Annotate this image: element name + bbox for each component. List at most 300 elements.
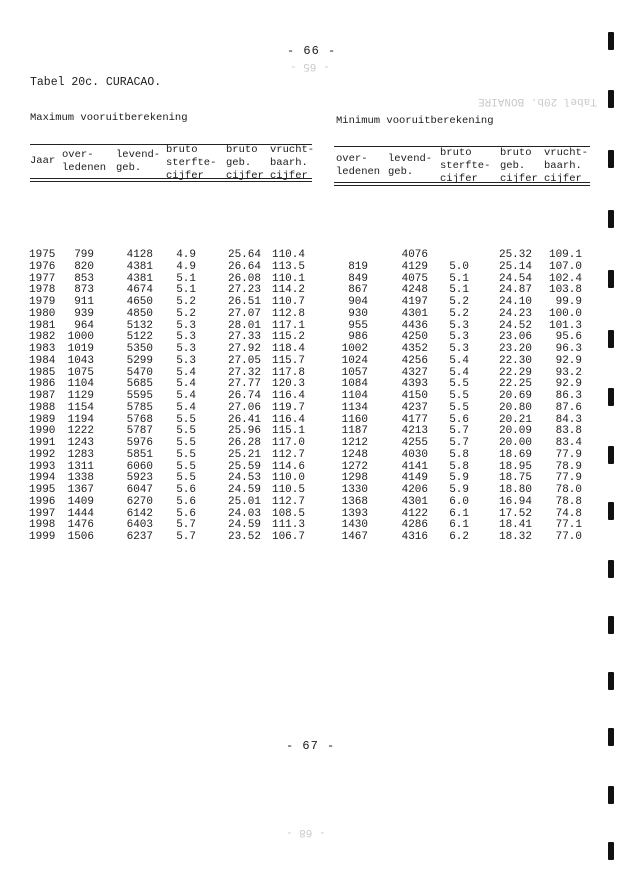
cell-max-bruto-geb: 27.92 [227,343,261,355]
cell-min-overledenen: 1248 [341,448,368,461]
cell-max-vrucht: 110.4 [271,249,305,261]
cell-min-vrucht: 77.9 [555,472,582,485]
cell-max-levend: 5299 [126,354,153,367]
cell-min-vrucht: 101.3 [548,319,582,332]
cell-max-levend: 5768 [126,413,153,426]
cell-max-bruto-geb: 25.64 [227,249,261,261]
cell-min-levend: 4122 [401,507,428,520]
cell-jaar: 1980 [29,307,56,320]
cell-max-overledenen: 799 [74,249,94,261]
cell-max-vrucht: 110.0 [271,472,305,485]
cell-jaar: 1975 [29,249,56,261]
cell-min-overledenen: 1467 [341,531,368,543]
cell-max-bruto-sterfte: 5.6 [176,507,196,520]
cell-max-overledenen: 1311 [67,460,94,473]
cell-max-bruto-sterfte: 5.4 [176,366,196,379]
cell-max-bruto-geb: 23.52 [227,531,261,543]
cell-min-overledenen: 1057 [341,366,368,379]
cell-max-bruto-sterfte: 5.3 [176,343,196,355]
cell-max-levend: 5923 [126,472,153,485]
cell-min-levend: 4150 [401,390,428,402]
cell-min-bruto-sterfte: 5.5 [449,401,469,414]
cell-min-bruto-geb: 18.32 [498,531,532,543]
cell-min-overledenen: 930 [348,307,368,320]
cell-min-vrucht: 100.0 [548,307,582,320]
cell-max-overledenen: 1019 [67,343,94,355]
cell-min-bruto-sterfte: 5.9 [449,484,469,496]
cell-max-bruto-sterfte: 5.6 [176,484,196,496]
header-min-vrucht: vrucht- baarh. cijfer [544,147,589,185]
cell-max-levend: 5122 [126,331,153,344]
cell-min-bruto-geb: 18.69 [498,448,532,461]
cell-max-overledenen: 1075 [67,366,94,379]
cell-max-bruto-geb: 26.28 [227,437,261,449]
cell-jaar: 1983 [29,343,56,355]
cell-max-bruto-sterfte: 5.1 [176,284,196,297]
cell-max-bruto-geb: 24.59 [227,484,261,496]
cell-min-vrucht: 83.8 [555,425,582,438]
cell-min-overledenen: 1187 [341,425,368,438]
cell-min-bruto-sterfte: 6.1 [449,507,469,520]
cell-min-levend: 4141 [401,460,428,473]
cell-min-vrucht: 109.1 [548,249,582,261]
cell-jaar: 1985 [29,366,56,379]
cell-max-levend: 4674 [126,284,153,297]
cell-min-bruto-sterfte: 5.3 [449,331,469,344]
header-max-overledenen: over- ledenen [62,149,107,174]
table-title: Tabel 20c. CURACAO. [30,76,162,89]
cell-min-bruto-sterfte: 5.4 [449,354,469,367]
cell-max-bruto-geb: 27.32 [227,366,261,379]
cell-max-bruto-sterfte: 4.9 [176,249,196,261]
cell-max-levend: 5350 [126,343,153,355]
cell-max-levend: 4650 [126,296,153,308]
cell-min-bruto-geb: 23.20 [498,343,532,355]
cell-jaar: 1989 [29,413,56,426]
cell-max-overledenen: 820 [74,260,94,273]
cell-max-levend: 5470 [126,366,153,379]
cell-max-bruto-sterfte: 5.4 [176,401,196,414]
cell-min-bruto-sterfte: 5.2 [449,296,469,308]
cell-max-bruto-geb: 26.08 [227,272,261,285]
cell-min-bruto-geb: 20.00 [498,437,532,449]
cell-min-vrucht: 107.0 [548,260,582,273]
cell-max-vrucht: 117.1 [271,319,305,332]
cell-min-levend: 4177 [401,413,428,426]
header-max-bruto-geb: bruto geb. cijfer [226,144,264,182]
cell-max-vrucht: 118.4 [271,343,305,355]
binder-mark [608,270,614,288]
cell-max-bruto-geb: 26.51 [227,296,261,308]
header-min-bruto-sterfte: bruto sterfte- cijfer [440,147,491,185]
cell-min-bruto-geb: 17.52 [498,507,532,520]
cell-max-vrucht: 115.1 [271,425,305,438]
cell-min-levend: 4248 [401,284,428,297]
cell-max-vrucht: 113.5 [271,260,305,273]
cell-jaar: 1987 [29,390,56,402]
cell-min-bruto-geb: 20.21 [498,413,532,426]
cell-jaar: 1979 [29,296,56,308]
cell-min-overledenen: 1330 [341,484,368,496]
binder-mark [608,728,614,746]
cell-max-vrucht: 112.7 [271,448,305,461]
cell-max-levend: 6403 [126,519,153,532]
cell-max-levend: 5787 [126,425,153,438]
cell-max-vrucht: 114.6 [271,460,305,473]
cell-jaar: 1981 [29,319,56,332]
cell-min-bruto-geb: 25.14 [498,260,532,273]
cell-max-vrucht: 115.2 [271,331,305,344]
cell-max-vrucht: 117.0 [271,437,305,449]
cell-min-vrucht: 95.6 [555,331,582,344]
cell-min-levend: 4030 [401,448,428,461]
cell-min-bruto-geb: 24.10 [498,296,532,308]
cell-max-overledenen: 1104 [67,378,94,391]
cell-max-bruto-sterfte: 5.5 [176,460,196,473]
cell-max-vrucht: 114.2 [271,284,305,297]
cell-max-bruto-sterfte: 5.3 [176,331,196,344]
cell-max-overledenen: 1194 [67,413,94,426]
cell-min-overledenen: 1393 [341,507,368,520]
cell-max-overledenen: 873 [74,284,94,297]
cell-min-vrucht: 87.6 [555,401,582,414]
cell-jaar: 1993 [29,460,56,473]
cell-min-bruto-sterfte: 5.0 [449,260,469,273]
cell-max-bruto-sterfte: 4.9 [176,260,196,273]
cell-max-overledenen: 853 [74,272,94,285]
cell-max-bruto-geb: 27.23 [227,284,261,297]
cell-max-vrucht: 112.8 [271,307,305,320]
cell-max-vrucht: 116.4 [271,413,305,426]
cell-min-bruto-sterfte: 5.8 [449,448,469,461]
binder-mark [608,32,614,50]
cell-max-bruto-geb: 25.96 [227,425,261,438]
cell-min-overledenen: 867 [348,284,368,297]
cell-max-bruto-sterfte: 5.4 [176,378,196,391]
cell-max-vrucht: 108.5 [271,507,305,520]
cell-min-levend: 4301 [401,307,428,320]
cell-max-overledenen: 1476 [67,519,94,532]
cell-jaar: 1996 [29,495,56,508]
cell-jaar: 1976 [29,260,56,273]
cell-min-levend: 4129 [401,260,428,273]
cell-min-levend: 4393 [401,378,428,391]
cell-jaar: 1998 [29,519,56,532]
cell-max-overledenen: 1409 [67,495,94,508]
cell-max-bruto-geb: 27.77 [227,378,261,391]
cell-min-levend: 4316 [401,531,428,543]
cell-jaar: 1999 [29,531,56,543]
cell-min-bruto-sterfte: 5.1 [449,272,469,285]
cell-min-bruto-sterfte: 5.5 [449,378,469,391]
cell-max-levend: 5685 [126,378,153,391]
cell-min-bruto-geb: 22.30 [498,354,532,367]
cell-jaar: 1997 [29,507,56,520]
cell-min-bruto-geb: 20.69 [498,390,532,402]
binder-mark [608,330,614,348]
cell-max-levend: 4128 [126,249,153,261]
cell-max-levend: 5851 [126,448,153,461]
cell-max-levend: 6060 [126,460,153,473]
cell-min-vrucht: 102.4 [548,272,582,285]
cell-min-levend: 4286 [401,519,428,532]
cell-max-bruto-sterfte: 5.1 [176,272,196,285]
cell-min-overledenen: 1212 [341,437,368,449]
cell-min-vrucht: 78.8 [555,495,582,508]
ghost-title: Tabel 20b. BONAIRE [478,95,597,107]
cell-max-vrucht: 106.7 [271,531,305,543]
cell-max-overledenen: 1367 [67,484,94,496]
cell-min-bruto-sterfte: 5.7 [449,437,469,449]
cell-min-vrucht: 77.1 [555,519,582,532]
cell-min-levend: 4250 [401,331,428,344]
cell-min-levend: 4237 [401,401,428,414]
binder-mark [608,502,614,520]
cell-min-vrucht: 103.8 [548,284,582,297]
cell-max-levend: 6047 [126,484,153,496]
cell-min-levend: 4213 [401,425,428,438]
cell-max-bruto-sterfte: 5.5 [176,437,196,449]
cell-min-bruto-sterfte: 5.8 [449,460,469,473]
cell-max-overledenen: 1506 [67,531,94,543]
cell-jaar: 1990 [29,425,56,438]
cell-jaar: 1995 [29,484,56,496]
cell-max-levend: 5132 [126,319,153,332]
cell-min-overledenen: 1368 [341,495,368,508]
cell-max-bruto-geb: 26.41 [227,413,261,426]
cell-min-bruto-sterfte: 6.0 [449,495,469,508]
cell-min-overledenen: 1430 [341,519,368,532]
cell-max-bruto-sterfte: 5.7 [176,531,196,543]
cell-max-bruto-sterfte: 5.7 [176,519,196,532]
cell-min-levend: 4301 [401,495,428,508]
cell-jaar: 1991 [29,437,56,449]
ghost-page-number-bottom: - 68 - [286,826,326,838]
cell-max-vrucht: 117.8 [271,366,305,379]
header-min-levend: levend- geb. [388,153,433,178]
cell-max-overledenen: 939 [74,307,94,320]
cell-max-overledenen: 1000 [67,331,94,344]
cell-min-overledenen: 1134 [341,401,368,414]
cell-max-bruto-sterfte: 5.6 [176,495,196,508]
cell-min-bruto-sterfte: 5.1 [449,284,469,297]
cell-min-levend: 4327 [401,366,428,379]
cell-max-overledenen: 1283 [67,448,94,461]
cell-min-overledenen: 849 [348,272,368,285]
binder-mark [608,560,614,578]
cell-max-bruto-sterfte: 5.4 [176,390,196,402]
cell-max-levend: 6270 [126,495,153,508]
cell-max-vrucht: 110.1 [271,272,305,285]
header-min-bruto-geb: bruto geb. cijfer [500,147,538,185]
cell-min-bruto-geb: 22.29 [498,366,532,379]
cell-max-bruto-geb: 25.01 [227,495,261,508]
cell-min-overledenen: 986 [348,331,368,344]
cell-max-overledenen: 1129 [67,390,94,402]
cell-max-bruto-geb: 27.07 [227,307,261,320]
cell-min-bruto-sterfte: 6.1 [449,519,469,532]
header-min-overledenen: over- ledenen [336,153,381,178]
cell-min-levend: 4075 [401,272,428,285]
cell-min-overledenen: 1024 [341,354,368,367]
cell-max-levend: 4381 [126,272,153,285]
ghost-page-number-top: - 65 - [290,60,330,72]
cell-min-vrucht: 78.0 [555,484,582,496]
cell-min-bruto-geb: 18.80 [498,484,532,496]
cell-min-bruto-sterfte: 5.5 [449,390,469,402]
cell-max-vrucht: 119.7 [271,401,305,414]
cell-min-vrucht: 93.2 [555,366,582,379]
cell-max-overledenen: 1154 [67,401,94,414]
cell-max-levend: 6237 [126,531,153,543]
cell-max-bruto-geb: 26.64 [227,260,261,273]
cell-min-levend: 4076 [401,249,428,261]
cell-max-vrucht: 112.7 [271,495,305,508]
cell-max-bruto-sterfte: 5.5 [176,448,196,461]
cell-min-vrucht: 86.3 [555,390,582,402]
max-section-label: Maximum vooruitberekening [30,112,188,124]
cell-max-bruto-geb: 27.33 [227,331,261,344]
cell-max-vrucht: 110.5 [271,484,305,496]
cell-max-bruto-geb: 27.06 [227,401,261,414]
header-max-vrucht: vrucht- baarh. cijfer [270,144,315,182]
cell-min-bruto-sterfte: 5.2 [449,307,469,320]
cell-min-vrucht: 96.3 [555,343,582,355]
cell-max-vrucht: 116.4 [271,390,305,402]
cell-max-bruto-geb: 24.53 [227,472,261,485]
cell-min-bruto-geb: 25.32 [498,249,532,261]
header-jaar: Jaar [30,155,56,167]
header-max-levend: levend- geb. [116,149,161,174]
cell-min-vrucht: 83.4 [555,437,582,449]
cell-min-overledenen: 1084 [341,378,368,391]
binder-mark [608,90,614,108]
binder-mark [608,150,614,168]
cell-min-bruto-geb: 22.25 [498,378,532,391]
cell-min-levend: 4197 [401,296,428,308]
min-section-label: Minimum vooruitberekening [336,115,494,127]
cell-min-bruto-geb: 23.06 [498,331,532,344]
cell-min-overledenen: 1160 [341,413,368,426]
cell-jaar: 1988 [29,401,56,414]
cell-min-vrucht: 99.9 [555,296,582,308]
cell-min-overledenen: 1104 [341,390,368,402]
cell-min-bruto-sterfte: 5.9 [449,472,469,485]
cell-min-bruto-geb: 18.41 [498,519,532,532]
cell-min-bruto-geb: 18.95 [498,460,532,473]
header-max-bruto-sterfte: bruto sterfte- cijfer [166,144,217,182]
page-number-top: - 66 - [287,44,337,58]
cell-jaar: 1992 [29,448,56,461]
cell-min-overledenen: 1298 [341,472,368,485]
cell-max-vrucht: 110.7 [271,296,305,308]
cell-min-bruto-geb: 18.75 [498,472,532,485]
cell-max-levend: 5595 [126,390,153,402]
cell-max-overledenen: 964 [74,319,94,332]
page-number-bottom: - 67 - [286,739,336,753]
cell-min-bruto-geb: 20.80 [498,401,532,414]
cell-max-bruto-geb: 28.01 [227,319,261,332]
cell-min-overledenen: 819 [348,260,368,273]
binder-mark [608,786,614,804]
cell-min-overledenen: 955 [348,319,368,332]
cell-max-bruto-sterfte: 5.5 [176,472,196,485]
cell-min-bruto-geb: 24.54 [498,272,532,285]
cell-min-bruto-sterfte: 6.2 [449,531,469,543]
binder-mark [608,672,614,690]
cell-min-levend: 4255 [401,437,428,449]
cell-min-bruto-sterfte: 5.4 [449,366,469,379]
cell-min-vrucht: 77.9 [555,448,582,461]
cell-max-bruto-sterfte: 5.5 [176,425,196,438]
cell-max-vrucht: 115.7 [271,354,305,367]
cell-min-bruto-geb: 24.87 [498,284,532,297]
cell-max-levend: 4381 [126,260,153,273]
cell-min-overledenen: 1002 [341,343,368,355]
cell-min-vrucht: 77.0 [555,531,582,543]
binder-mark [608,388,614,406]
cell-max-bruto-sterfte: 5.5 [176,413,196,426]
cell-max-vrucht: 111.3 [271,519,305,532]
binder-mark [608,446,614,464]
cell-max-levend: 6142 [126,507,153,520]
cell-max-bruto-geb: 25.59 [227,460,261,473]
cell-max-bruto-geb: 25.21 [227,448,261,461]
cell-min-bruto-sterfte: 5.6 [449,413,469,426]
cell-min-levend: 4256 [401,354,428,367]
cell-jaar: 1986 [29,378,56,391]
cell-min-vrucht: 92.9 [555,378,582,391]
cell-min-levend: 4149 [401,472,428,485]
cell-max-overledenen: 1222 [67,425,94,438]
cell-min-vrucht: 74.8 [555,507,582,520]
cell-max-bruto-sterfte: 5.3 [176,354,196,367]
cell-jaar: 1984 [29,354,56,367]
cell-max-overledenen: 1043 [67,354,94,367]
cell-max-bruto-sterfte: 5.2 [176,307,196,320]
cell-min-bruto-geb: 20.09 [498,425,532,438]
cell-min-levend: 4436 [401,319,428,332]
cell-jaar: 1977 [29,272,56,285]
cell-min-bruto-geb: 16.94 [498,495,532,508]
binder-mark [608,210,614,228]
cell-min-vrucht: 84.3 [555,413,582,426]
cell-max-levend: 4850 [126,307,153,320]
cell-min-bruto-sterfte: 5.3 [449,343,469,355]
binder-mark [608,842,614,860]
cell-max-vrucht: 120.3 [271,378,305,391]
cell-min-levend: 4206 [401,484,428,496]
cell-min-levend: 4352 [401,343,428,355]
cell-max-levend: 5785 [126,401,153,414]
cell-min-vrucht: 92.9 [555,354,582,367]
cell-max-overledenen: 1243 [67,437,94,449]
binder-mark [608,616,614,634]
cell-max-bruto-geb: 26.74 [227,390,261,402]
cell-max-overledenen: 1444 [67,507,94,520]
cell-max-bruto-geb: 24.03 [227,507,261,520]
cell-min-overledenen: 1272 [341,460,368,473]
cell-jaar: 1978 [29,284,56,297]
cell-jaar: 1994 [29,472,56,485]
cell-max-bruto-geb: 24.59 [227,519,261,532]
cell-min-bruto-sterfte: 5.7 [449,425,469,438]
cell-max-overledenen: 1338 [67,472,94,485]
cell-min-bruto-geb: 24.52 [498,319,532,332]
cell-max-bruto-geb: 27.05 [227,354,261,367]
cell-min-overledenen: 904 [348,296,368,308]
cell-max-bruto-sterfte: 5.3 [176,319,196,332]
